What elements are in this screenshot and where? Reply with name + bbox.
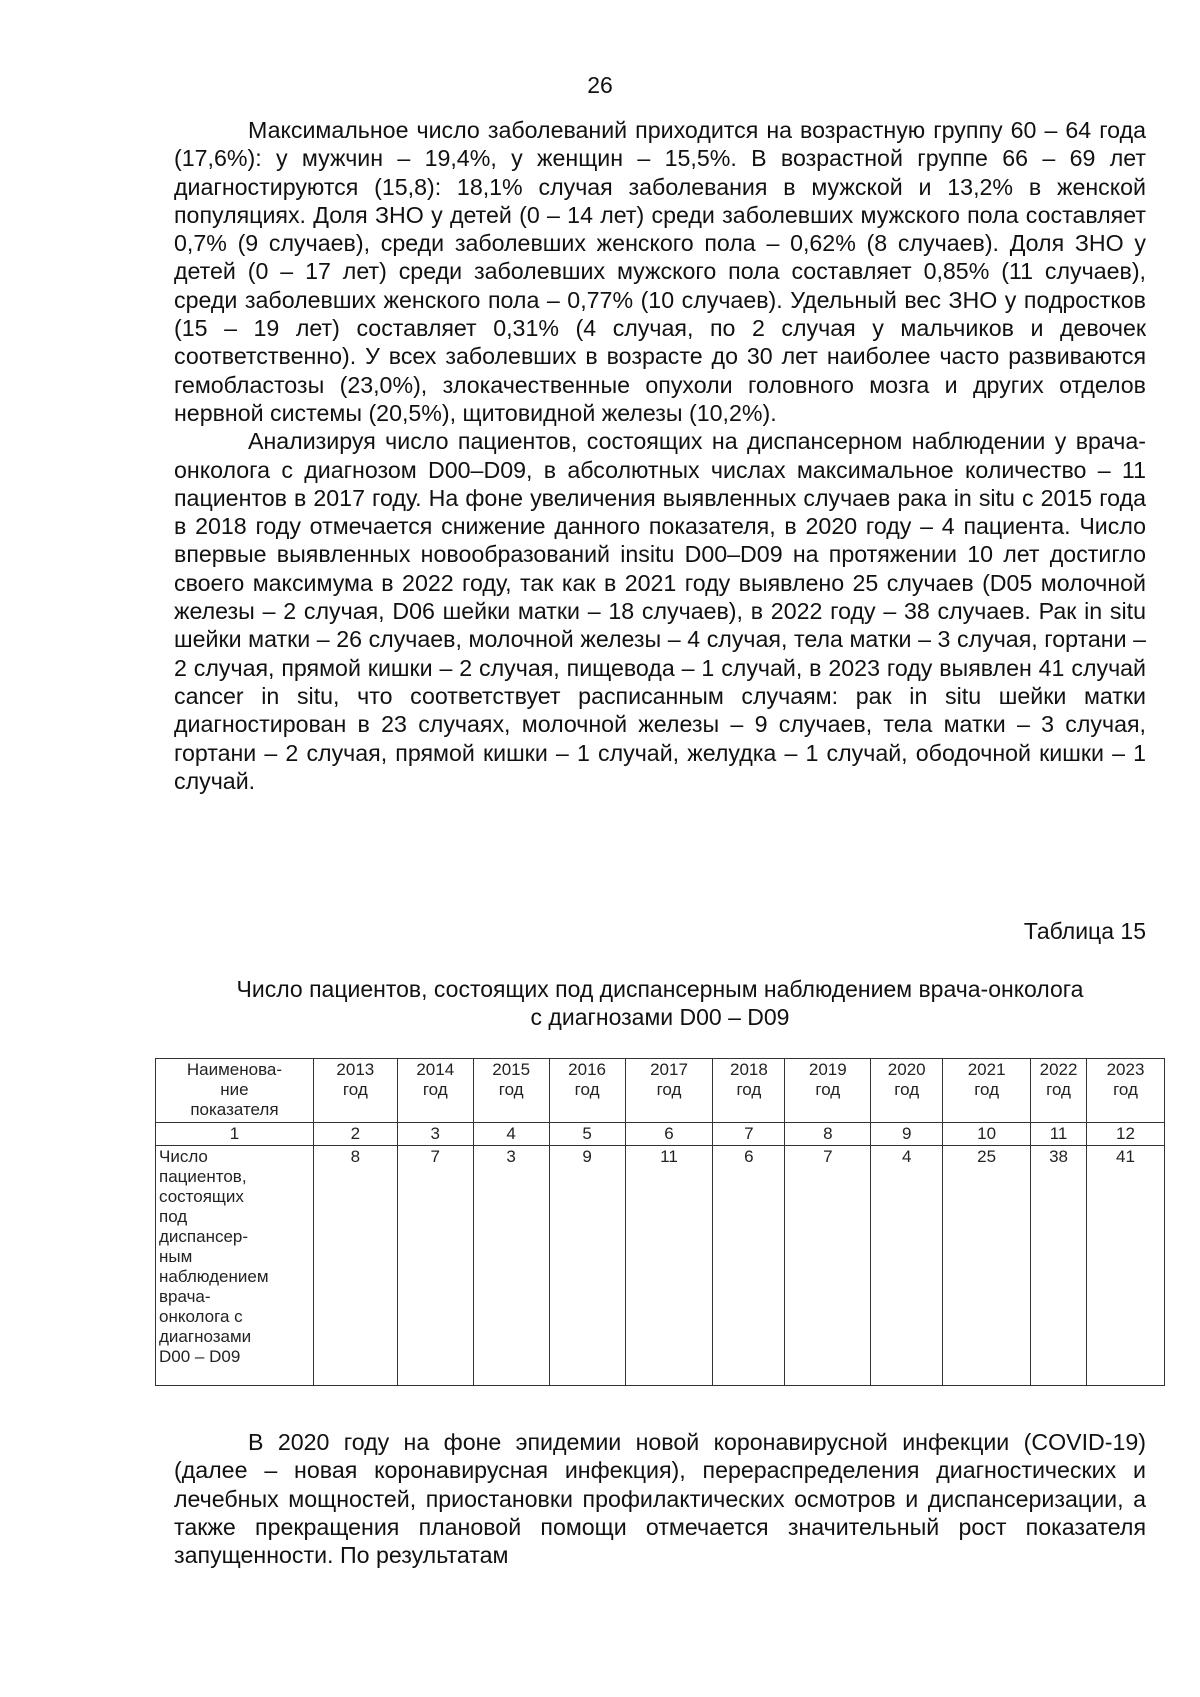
- header-year: 2019 год: [785, 1059, 871, 1123]
- header-year: 2018 год: [713, 1059, 785, 1123]
- column-number: 8: [785, 1123, 871, 1146]
- column-number: 2: [313, 1123, 397, 1146]
- column-number: 1: [156, 1123, 314, 1146]
- header-year: 2021 год: [943, 1059, 1031, 1123]
- value-cell: 3: [473, 1146, 549, 1386]
- column-number: 3: [397, 1123, 473, 1146]
- value-cell: 7: [397, 1146, 473, 1386]
- column-number: 6: [625, 1123, 713, 1146]
- header-year: 2020 год: [871, 1059, 943, 1123]
- column-number: 10: [943, 1123, 1031, 1146]
- value-cell: 25: [943, 1146, 1031, 1386]
- header-year: 2022 год: [1031, 1059, 1087, 1123]
- paragraph-covid: В 2020 году на фоне эпидемии новой коронавирусной инфекции (COVID-19) (далее – новая коронавирусная инфекция), перераспределения диагностических и лечебных мощностей, приостановки профилактических осмотров и диспансеризации, а также прекращения плановой помощи отмечается значительный рост показателя запущенности. По результатам: [174, 1429, 1146, 1569]
- table-header-row: [156, 1059, 1165, 1123]
- table-label: Таблица 15: [1023, 918, 1146, 944]
- column-number: 12: [1087, 1123, 1165, 1146]
- column-number-row: [156, 1123, 1165, 1146]
- column-number: 4: [473, 1123, 549, 1146]
- header-year: 2015 год: [473, 1059, 549, 1123]
- value-cell: 11: [625, 1146, 713, 1386]
- table-caption: [174, 975, 1146, 1031]
- header-year: 2023 год: [1087, 1059, 1165, 1123]
- value-cell: 9: [549, 1146, 625, 1386]
- header-year: 2013 год: [313, 1059, 397, 1123]
- column-number: 9: [871, 1123, 943, 1146]
- table-caption-line-2: с диагнозами D00 – D09: [530, 1004, 790, 1030]
- paragraph-age-distribution: Максимальное число заболеваний приходится на возрастную группу 60 – 64 года (17,6%): у мужчин – 19,4%, у женщин – 15,5%. В возрастной группе 66 – 69 лет диагностируются (15,8): 18,1% случая заболевания в мужской и 13,2% в женской популяциях. Доля ЗНО у детей (0 – 14 лет) среди заболевших мужского пола составляет 0,7% (9 случаев), среди заболевших женского пола – 0,62% (8 случаев). Доля ЗНО у детей (0 – 17 лет) среди заболевших мужского пола составляет 0,85% (11 случаев), среди заболевших женского пола – 0,77% (10 случаев). Удельный вес ЗНО у подростков (15 – 19 лет) составляет 0,31% (4 случая, по 2 случая у мальчиков и девочек соответственно). У всех заболевших в возрасте до 30 лет наиболее часто развиваются гемобластозы (23,0%), злокачественные опухоли головного мозга и других отделов нервной системы (20,5%), щитовидной железы (10,2%).: [174, 117, 1146, 426]
- body-text-bottom: [174, 1428, 1146, 1569]
- value-cell: 4: [871, 1146, 943, 1386]
- table-row: [156, 1146, 1165, 1386]
- header-year: 2014 год: [397, 1059, 473, 1123]
- column-number: 5: [549, 1123, 625, 1146]
- row-label: Число пациентов, состоящих под диспансер- ным наблюдением врача- онколога с диагнозами D00 – D09: [156, 1146, 314, 1386]
- value-cell: 7: [785, 1146, 871, 1386]
- value-cell: 38: [1031, 1146, 1087, 1386]
- header-indicator-name: Наименова- ние показателя: [156, 1059, 314, 1123]
- table-caption-line-1: Число пациентов, состоящих под диспансерным наблюдением врача-онколога: [236, 976, 1084, 1002]
- column-number: 7: [713, 1123, 785, 1146]
- value-cell: 8: [313, 1146, 397, 1386]
- dispensary-patients-table: [155, 1058, 1165, 1386]
- header-year: 2016 год: [549, 1059, 625, 1123]
- paragraph-in-situ-analysis: Анализируя число пациентов, состоящих на диспансерном наблюдении у врача-онколога с диагнозом D00–D09, в абсолютных числах максимальное количество – 11 пациентов в 2017 году. На фоне увеличения выявленных случаев рака in situ с 2015 года в 2018 году отмечается снижение данного показателя, в 2020 году – 4 пациента. Число впервые выявленных новообразований insitu D00–D09 на протяжении 10 лет достигло своего максимума в 2022 году, так как в 2021 году выявлено 25 случаев (D05 молочной железы – 2 случая, D06 шейки матки – 18 случаев), в 2022 году – 38 случаев. Рак in situ шейки матки – 26 случаев, молочной железы – 4 случая, тела матки – 3 случая, гортани – 2 случая, прямой кишки – 2 случая, пищевода – 1 случай, в 2023 году выявлен 41 случай cancer in situ, что соответствует расписанным случаям: рак in situ шейки матки диагностирован в 23 случаях, молочной железы – 9 случаев, тела матки – 3 случая, гортани – 2 случая, прямой кишки – 1 случай, желудка – 1 случай, ободочной кишки – 1 случай.: [174, 428, 1146, 794]
- header-year: 2017 год: [625, 1059, 713, 1123]
- column-number: 11: [1031, 1123, 1087, 1146]
- page-number: 26: [587, 72, 613, 98]
- value-cell: 6: [713, 1146, 785, 1386]
- body-text-top: [174, 116, 1146, 795]
- value-cell: 41: [1087, 1146, 1165, 1386]
